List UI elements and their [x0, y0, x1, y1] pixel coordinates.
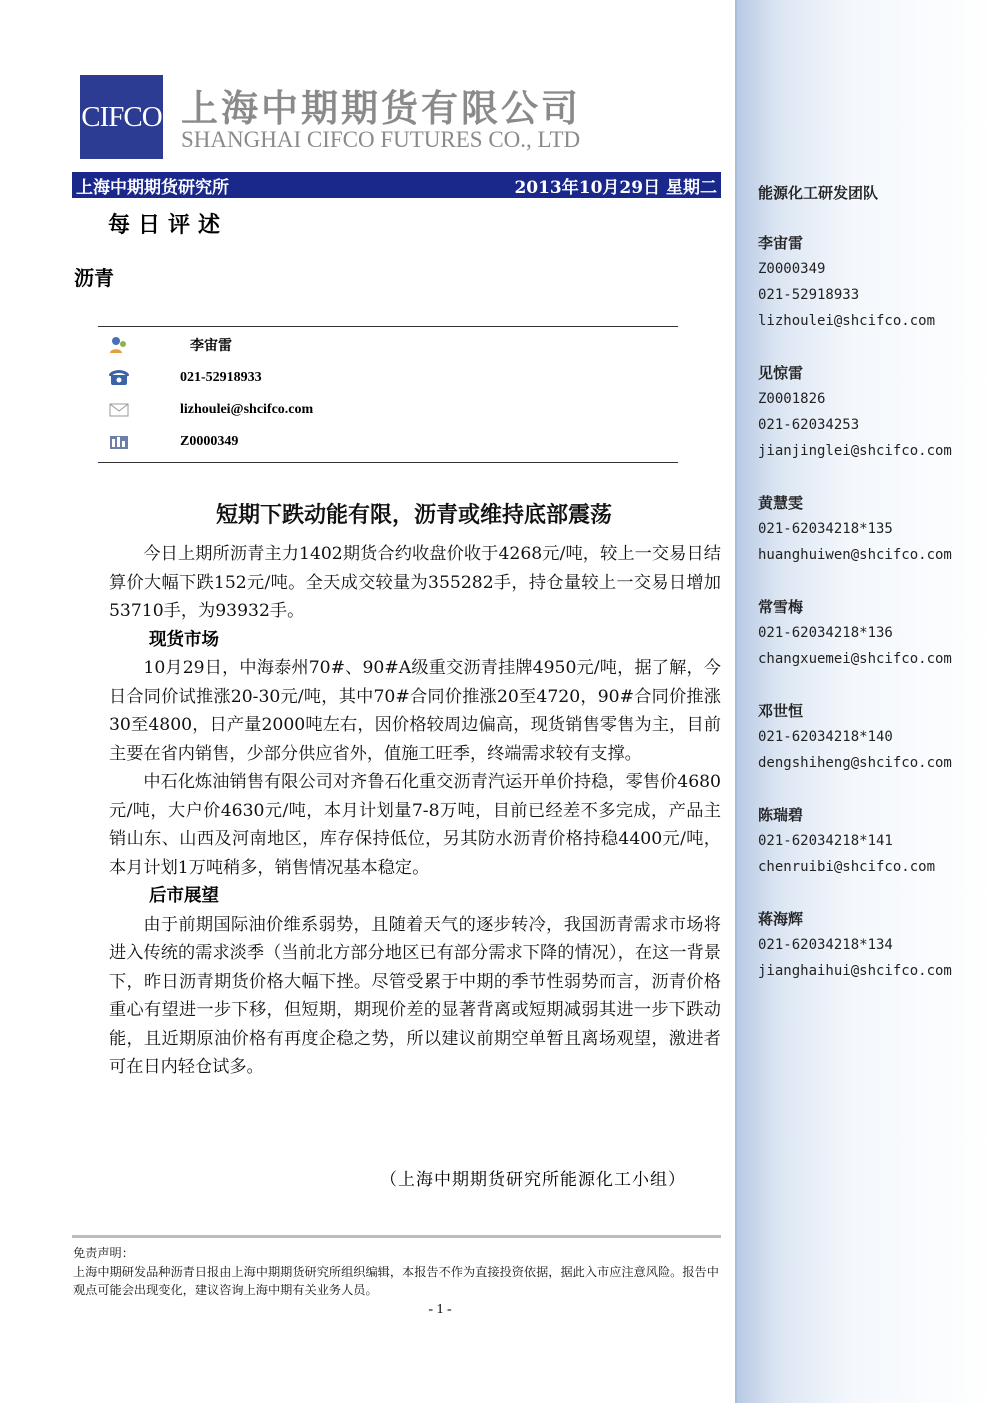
member-email: dengshiheng@shcifco.com: [758, 755, 952, 771]
id-card-icon: [108, 433, 130, 451]
signoff: （上海中期期货研究所能源化工小组）: [380, 1170, 686, 1190]
sidebar-member: [758, 594, 952, 672]
member-name: 蒋海辉: [758, 910, 804, 928]
author-contact-box: [98, 326, 678, 463]
member-phone: 021-62034218*141: [758, 833, 893, 849]
article-body: [109, 540, 721, 1082]
member-email: changxuemei@shcifco.com: [758, 651, 952, 667]
paragraph: 10月29日，中海泰州70#、90#A级重交沥青挂牌4950元/吨，据了解，今日合同价试推涨20-30元/吨，其中70#合同价推涨20至4720，90#合同价推涨30至4800，日产量2000吨左右，因价格较周边偏高，现货销售零售为主，目前主要在省内销售，少部分供应省外，值施工旺季，终端需求较有支撑。: [109, 658, 721, 764]
member-phone: 021-52918933: [758, 287, 860, 303]
member-email: jianghaihui@shcifco.com: [758, 963, 952, 979]
member-email: huanghuiwen@shcifco.com: [758, 547, 952, 563]
article-headline: 短期下跌动能有限，沥青或维持底部震荡: [215, 502, 612, 528]
author-phone: 021-52918933: [180, 370, 262, 385]
sidebar-member: [758, 490, 952, 568]
member-license: Z0001826: [758, 391, 826, 407]
member-phone: 021-62034218*135: [758, 521, 893, 537]
member-phone: 021-62034218*136: [758, 625, 893, 641]
footer-divider: [72, 1235, 721, 1238]
sidebar-team-title: 能源化工研发团队: [758, 184, 879, 202]
author-phone-row: [98, 369, 262, 387]
member-name: 陈瑞碧: [758, 806, 804, 824]
company-name-cn: 上海中期期货有限公司: [181, 87, 581, 130]
mail-icon: [108, 401, 130, 419]
member-email: chenruibi@shcifco.com: [758, 859, 936, 875]
member-name: 常雪梅: [758, 598, 804, 616]
author-license-row: [98, 433, 238, 451]
sidebar-member: [758, 906, 952, 984]
section-title: 每日评述: [108, 212, 229, 238]
user-icon: [108, 336, 130, 354]
member-phone: 021-62034218*134: [758, 937, 893, 953]
paragraph: 今日上期所沥青主力1402期货合约收盘价收于4268元/吨，较上一交易日结算价大幅下跌152元/吨。全天成交较量为355282手，持仓量较上一交易日增加53710手，为93932手。: [109, 544, 721, 621]
sidebar-member: [758, 360, 952, 464]
member-license: Z0000349: [758, 261, 826, 277]
disclaimer-body: 上海中期研发品种沥青日报由上海中期期货研究所组织编辑，本报告不作为直接投资依据，据此入市应注意风险。报告中观点可能会出现变化，建议咨询上海中期有关业务人员。: [73, 1264, 719, 1297]
institute-name: 上海中期期货研究所: [76, 177, 229, 198]
phone-icon: [108, 369, 130, 387]
report-date: 2013年10月29日 星期二: [514, 177, 717, 198]
subheading-outlook: 后市展望: [149, 886, 219, 906]
page-number: - 1 -: [428, 1302, 452, 1317]
member-email: lizhoulei@shcifco.com: [758, 313, 936, 329]
member-phone: 021-62034253: [758, 417, 860, 433]
disclaimer-title: 免责声明：: [73, 1246, 134, 1260]
author-name: 李宙雷: [190, 338, 232, 354]
subheading-spot-market: 现货市场: [149, 629, 219, 650]
sidebar-member: [758, 802, 935, 880]
author-license: Z0000349: [180, 434, 239, 449]
member-email: jianjinglei@shcifco.com: [758, 443, 952, 459]
company-logo: [80, 75, 163, 159]
member-name: 邓世恒: [758, 702, 804, 720]
sidebar-member: [758, 698, 952, 776]
author-name-row: [98, 335, 232, 355]
disclaimer: [73, 1244, 721, 1300]
author-email: lizhoulei@shcifco.com: [180, 402, 314, 417]
member-name: 李宙雷: [758, 234, 804, 252]
paragraph: 由于前期国际油价维系弱势，且随着天气的逐步转冷，我国沥青需求市场将进入传统的需求淡季（当前北方部分地区已有部分需求下降的情况），在这一背景下，昨日沥青期货价格大幅下挫。尽管受累于中期的季节性弱势而言，沥青价格重心有望进一步下移，但短期，期现价差的显著背离或短期减弱其进一步下跌动能，且近期原油价格有再度企稳之势，所以建议前期空单暂且离场观望，激进者可在日内轻仓试多。: [109, 914, 721, 1077]
logo-text: CIFCO: [81, 100, 162, 133]
author-email-row: [98, 401, 313, 419]
paragraph: 中石化炼油销售有限公司对齐鲁石化重交沥青汽运开单价持稳，零售价4680元/吨，大户价4630元/吨，本月计划量7-8万吨，目前已经差不多完成，产品主销山东、山西及河南地区，库存保持低位，另其防水沥青价格持稳4400元/吨，本月计划1万吨稍多，销售情况基本稳定。: [109, 772, 721, 878]
header-bar: [72, 172, 721, 198]
member-name: 见惊雷: [758, 364, 804, 382]
sidebar-member: [758, 230, 935, 334]
member-name: 黄慧雯: [758, 494, 804, 512]
commodity-title: 沥青: [74, 266, 114, 290]
member-phone: 021-62034218*140: [758, 729, 893, 745]
company-name-en: SHANGHAI CIFCO FUTURES CO., LTD: [181, 127, 581, 152]
